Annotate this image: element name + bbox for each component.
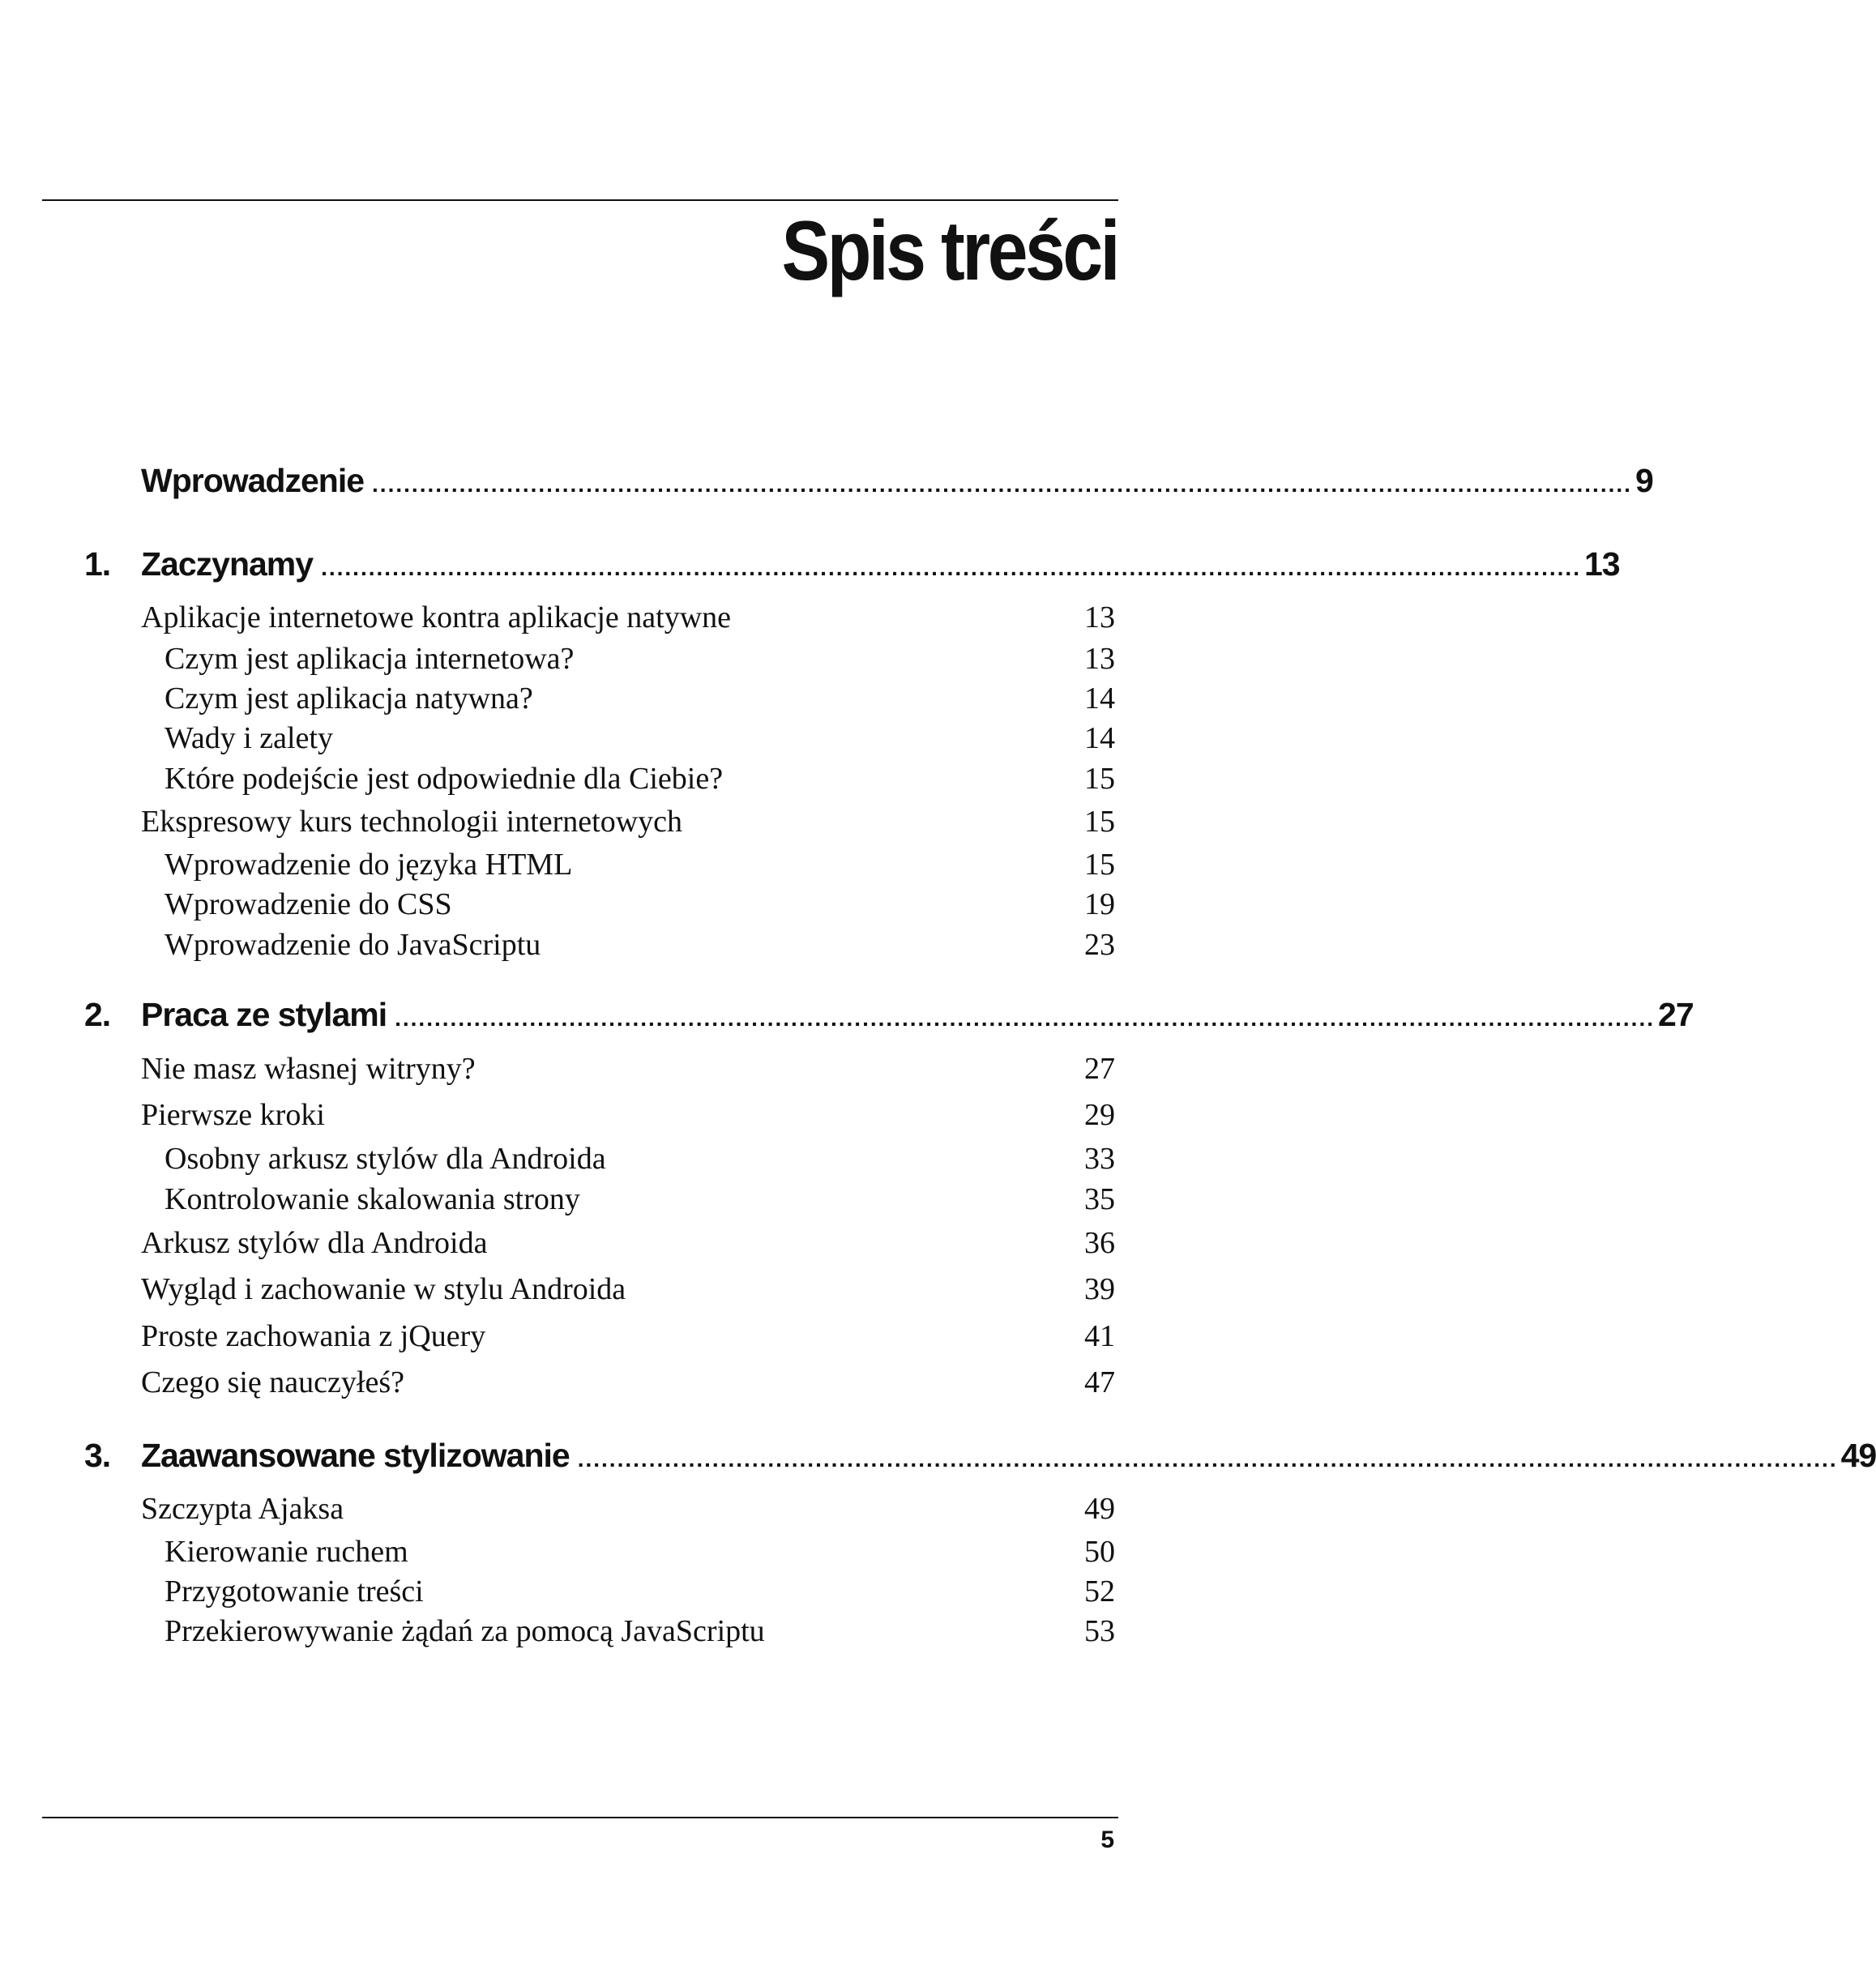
toc-entry[interactable] [141, 1095, 1115, 1135]
toc-entry[interactable] [141, 1316, 1115, 1356]
toc-entry-title: Nie masz własnej witryny? [141, 1052, 476, 1086]
toc-entry-title: Wprowadzenie do CSS [165, 887, 452, 921]
bottom-rule [42, 1817, 1118, 1818]
toc-entry-title: Czego się nauczyłeś? [141, 1365, 404, 1399]
dot-leader: ............................................................................................................................................................... [577, 1446, 1838, 1472]
chapter-title: Zaczynamy [141, 545, 314, 583]
chapter-number: 1. [84, 545, 111, 583]
toc-subentry[interactable] [165, 1179, 1115, 1220]
toc-entry-title: Czym jest aplikacja natywna? [165, 681, 533, 716]
toc-intro-page: 9 [1635, 462, 1653, 499]
toc-entry-title: Pierwsze kroki [141, 1098, 325, 1132]
toc-subentry[interactable] [165, 1611, 1115, 1651]
toc-entry[interactable] [141, 801, 1115, 842]
toc-entry-title: Wprowadzenie do języka HTML [165, 848, 573, 882]
toc-entry-title: Wygląd i zachowanie w stylu Androida [141, 1272, 626, 1306]
toc-entry-page: 50 [1084, 1535, 1115, 1569]
toc-entry-title: Czym jest aplikacja internetowa? [165, 642, 575, 676]
toc-entry[interactable] [141, 1223, 1115, 1263]
chapter-page: 13 [1583, 545, 1620, 583]
toc-subentry[interactable] [165, 639, 1115, 679]
toc-chapter-2[interactable] [84, 996, 1694, 1048]
toc-entry[interactable] [141, 1362, 1115, 1403]
chapter-page: 27 [1658, 996, 1694, 1033]
toc-subentry[interactable] [165, 844, 1115, 885]
toc-subentry[interactable] [165, 1139, 1115, 1179]
chapter-page: 49 [1840, 1437, 1876, 1474]
toc-entry-page: 29 [1084, 1098, 1115, 1132]
toc-entry-page: 19 [1084, 887, 1115, 921]
toc-chapter-3[interactable] [84, 1437, 1876, 1489]
toc-entry-page: 33 [1084, 1142, 1115, 1176]
toc-entry-title: Kierowanie ruchem [165, 1535, 408, 1569]
toc-entry-page: 13 [1084, 600, 1115, 634]
toc-entry-page: 23 [1084, 928, 1115, 962]
toc-entry-title: Które podejście jest odpowiednie dla Ciebie? [165, 762, 724, 796]
top-rule [42, 199, 1118, 201]
toc-entry-page: 15 [1084, 762, 1115, 796]
toc-entry-page: 14 [1084, 721, 1115, 755]
dot-leader: ............................................................................................................................................................... [321, 555, 1581, 580]
toc-subentry[interactable] [165, 884, 1115, 925]
toc-entry-title: Przekierowywanie żądań za pomocą JavaScriptu [165, 1614, 765, 1648]
page-number: 5 [1100, 1826, 1114, 1853]
toc-entry-page: 41 [1084, 1319, 1115, 1353]
toc-entry-title: Wprowadzenie do JavaScriptu [165, 928, 541, 962]
toc-subentry[interactable] [165, 678, 1115, 719]
toc-entry[interactable] [141, 597, 1115, 638]
toc-subentry[interactable] [165, 1571, 1115, 1612]
chapter-title: Praca ze stylami [141, 996, 387, 1033]
toc-subentry[interactable] [165, 758, 1115, 799]
toc-intro[interactable] [84, 462, 1653, 514]
toc-entry-page: 15 [1084, 848, 1115, 882]
chapter-title: Zaawansowane stylizowanie [141, 1437, 570, 1474]
toc-entry-page: 35 [1084, 1182, 1115, 1216]
chapter-number: 2. [84, 996, 111, 1033]
toc-entry-title: Kontrolowanie skalowania strony [165, 1182, 580, 1216]
dot-leader: ............................................................................................................................................................... [395, 1006, 1656, 1031]
toc-entry-page: 27 [1084, 1052, 1115, 1086]
toc-entry-page: 36 [1084, 1226, 1115, 1260]
toc-intro-title: Wprowadzenie [141, 462, 365, 499]
toc-entry-page: 39 [1084, 1272, 1115, 1306]
toc-entry-title: Arkusz stylów dla Androida [141, 1226, 488, 1260]
toc-chapter-1[interactable] [84, 545, 1620, 597]
toc-entry-title: Proste zachowania z jQuery [141, 1319, 486, 1353]
toc-entry-page: 15 [1084, 805, 1115, 839]
toc-entry-page: 49 [1084, 1492, 1115, 1526]
toc-entry-title: Przygotowanie treści [165, 1574, 424, 1608]
toc-entry[interactable] [141, 1489, 1115, 1529]
dot-leader: ............................................................................................................................................................... [372, 472, 1632, 497]
toc-subentry[interactable] [165, 1532, 1115, 1572]
toc-entry-page: 47 [1084, 1365, 1115, 1399]
chapter-number: 3. [84, 1437, 111, 1474]
toc-entry-title: Ekspresowy kurs technologii internetowych [141, 805, 683, 839]
toc-entry[interactable] [141, 1269, 1115, 1309]
page-title: Spis treści [781, 204, 1117, 298]
toc-entry-title: Wady i zalety [165, 721, 333, 755]
toc-entry-page: 13 [1084, 642, 1115, 676]
toc-entry-title: Osobny arkusz stylów dla Androida [165, 1142, 606, 1176]
toc-subentry[interactable] [165, 925, 1115, 965]
toc-subentry[interactable] [165, 718, 1115, 758]
toc-entry-title: Szczypta Ajaksa [141, 1492, 344, 1526]
toc-entry-title: Aplikacje internetowe kontra aplikacje natywne [141, 600, 732, 634]
toc-entry-page: 14 [1084, 681, 1115, 716]
toc-entry-page: 53 [1084, 1614, 1115, 1648]
toc-entry-page: 52 [1084, 1574, 1115, 1608]
toc-entry[interactable] [141, 1049, 1115, 1089]
